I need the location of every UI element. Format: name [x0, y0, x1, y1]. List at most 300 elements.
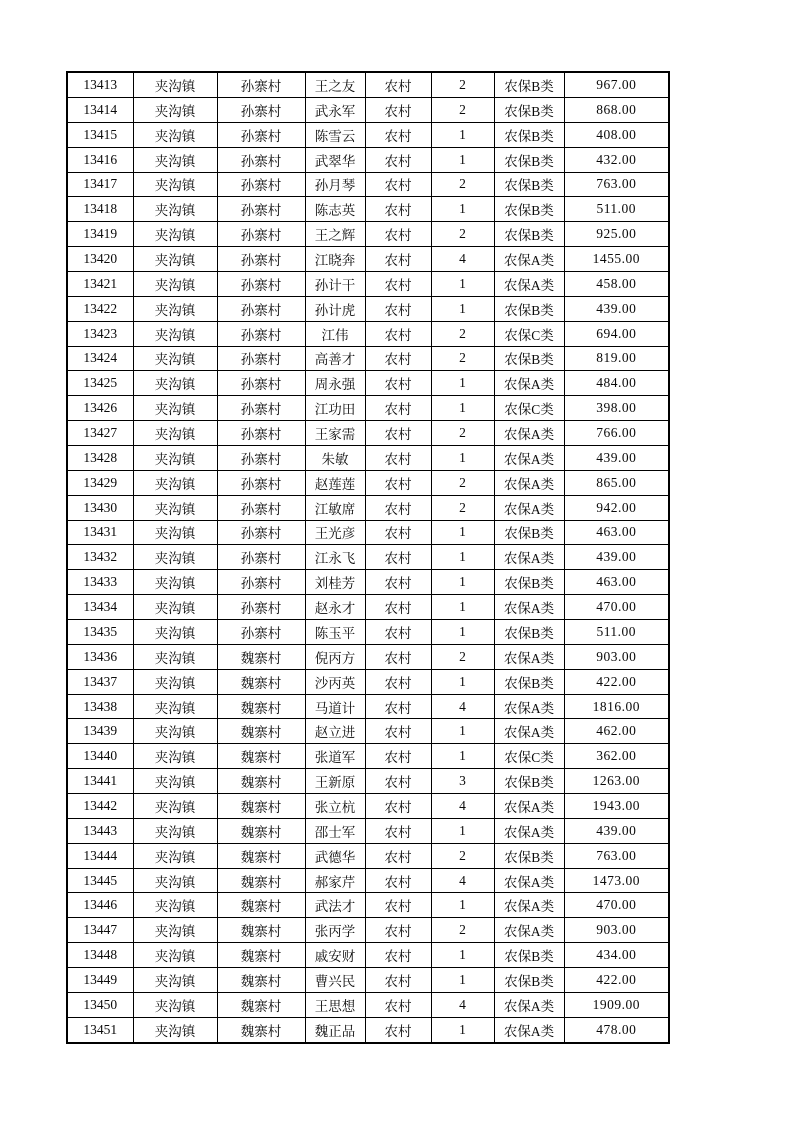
cell-residence-type: 农村: [365, 72, 431, 97]
cell-village: 孙寨村: [217, 122, 305, 147]
cell-amount: 942.00: [564, 495, 669, 520]
cell-amount: 422.00: [564, 669, 669, 694]
cell-name: 孙计虎: [305, 296, 365, 321]
cell-town: 夹沟镇: [133, 421, 217, 446]
cell-village: 孙寨村: [217, 271, 305, 296]
table-row: [67, 669, 669, 694]
cell-town: 夹沟镇: [133, 893, 217, 918]
cell-person-count: 1: [431, 818, 494, 843]
cell-residence-type: 农村: [365, 271, 431, 296]
cell-insurance-category: 农保C类: [494, 396, 564, 421]
cell-insurance-category: 农保B类: [494, 296, 564, 321]
cell-name: 周永强: [305, 371, 365, 396]
cell-person-count: 2: [431, 470, 494, 495]
cell-residence-type: 农村: [365, 296, 431, 321]
cell-village: 孙寨村: [217, 222, 305, 247]
table-row: [67, 644, 669, 669]
cell-town: 夹沟镇: [133, 1017, 217, 1043]
cell-town: 夹沟镇: [133, 346, 217, 371]
cell-name: 张道军: [305, 744, 365, 769]
cell-amount: 1263.00: [564, 769, 669, 794]
cell-amount: 484.00: [564, 371, 669, 396]
cell-insurance-category: 农保B类: [494, 570, 564, 595]
cell-amount: 362.00: [564, 744, 669, 769]
cell-town: 夹沟镇: [133, 172, 217, 197]
cell-town: 夹沟镇: [133, 968, 217, 993]
cell-residence-type: 农村: [365, 644, 431, 669]
cell-serial-number: 13438: [67, 694, 133, 719]
table-row: [67, 97, 669, 122]
cell-village: 魏寨村: [217, 744, 305, 769]
cell-village: 孙寨村: [217, 620, 305, 645]
cell-village: 魏寨村: [217, 818, 305, 843]
cell-town: 夹沟镇: [133, 247, 217, 272]
cell-insurance-category: 农保B类: [494, 147, 564, 172]
cell-residence-type: 农村: [365, 918, 431, 943]
cell-town: 夹沟镇: [133, 843, 217, 868]
cell-serial-number: 13421: [67, 271, 133, 296]
cell-residence-type: 农村: [365, 719, 431, 744]
cell-name: 王之辉: [305, 222, 365, 247]
cell-residence-type: 农村: [365, 172, 431, 197]
cell-amount: 925.00: [564, 222, 669, 247]
cell-amount: 903.00: [564, 644, 669, 669]
cell-residence-type: 农村: [365, 570, 431, 595]
cell-insurance-category: 农保A类: [494, 1017, 564, 1043]
cell-town: 夹沟镇: [133, 122, 217, 147]
table-row: [67, 545, 669, 570]
cell-name: 陈玉平: [305, 620, 365, 645]
cell-village: 孙寨村: [217, 197, 305, 222]
cell-person-count: 2: [431, 222, 494, 247]
cell-town: 夹沟镇: [133, 321, 217, 346]
cell-person-count: 1: [431, 520, 494, 545]
cell-person-count: 1: [431, 271, 494, 296]
cell-town: 夹沟镇: [133, 495, 217, 520]
cell-serial-number: 13431: [67, 520, 133, 545]
cell-amount: 470.00: [564, 595, 669, 620]
cell-serial-number: 13437: [67, 669, 133, 694]
cell-name: 陈志英: [305, 197, 365, 222]
cell-residence-type: 农村: [365, 545, 431, 570]
cell-village: 孙寨村: [217, 396, 305, 421]
records-table-body: [67, 72, 669, 1043]
cell-name: 武翠华: [305, 147, 365, 172]
cell-serial-number: 13448: [67, 943, 133, 968]
cell-insurance-category: 农保B类: [494, 222, 564, 247]
cell-serial-number: 13445: [67, 868, 133, 893]
cell-serial-number: 13444: [67, 843, 133, 868]
cell-village: 魏寨村: [217, 719, 305, 744]
cell-amount: 511.00: [564, 197, 669, 222]
cell-village: 孙寨村: [217, 321, 305, 346]
cell-village: 魏寨村: [217, 1017, 305, 1043]
cell-serial-number: 13440: [67, 744, 133, 769]
cell-person-count: 2: [431, 421, 494, 446]
table-row: [67, 868, 669, 893]
cell-name: 江功田: [305, 396, 365, 421]
cell-insurance-category: 农保A类: [494, 470, 564, 495]
cell-residence-type: 农村: [365, 396, 431, 421]
cell-amount: 1473.00: [564, 868, 669, 893]
cell-residence-type: 农村: [365, 694, 431, 719]
cell-serial-number: 13446: [67, 893, 133, 918]
cell-serial-number: 13443: [67, 818, 133, 843]
cell-name: 江伟: [305, 321, 365, 346]
cell-name: 王家需: [305, 421, 365, 446]
cell-name: 王光彦: [305, 520, 365, 545]
cell-town: 夹沟镇: [133, 943, 217, 968]
cell-residence-type: 农村: [365, 147, 431, 172]
cell-insurance-category: 农保B类: [494, 172, 564, 197]
cell-amount: 763.00: [564, 843, 669, 868]
cell-insurance-category: 农保A类: [494, 595, 564, 620]
cell-serial-number: 13418: [67, 197, 133, 222]
cell-residence-type: 农村: [365, 943, 431, 968]
cell-name: 孙月琴: [305, 172, 365, 197]
cell-town: 夹沟镇: [133, 570, 217, 595]
cell-insurance-category: 农保A类: [494, 893, 564, 918]
cell-person-count: 3: [431, 769, 494, 794]
cell-village: 魏寨村: [217, 868, 305, 893]
cell-insurance-category: 农保B类: [494, 943, 564, 968]
cell-village: 孙寨村: [217, 97, 305, 122]
cell-town: 夹沟镇: [133, 470, 217, 495]
cell-town: 夹沟镇: [133, 545, 217, 570]
table-row: [67, 470, 669, 495]
cell-amount: 903.00: [564, 918, 669, 943]
cell-serial-number: 13442: [67, 794, 133, 819]
cell-name: 赵永才: [305, 595, 365, 620]
cell-residence-type: 农村: [365, 595, 431, 620]
cell-village: 孙寨村: [217, 495, 305, 520]
cell-serial-number: 13432: [67, 545, 133, 570]
cell-village: 孙寨村: [217, 445, 305, 470]
cell-town: 夹沟镇: [133, 296, 217, 321]
cell-amount: 462.00: [564, 719, 669, 744]
cell-residence-type: 农村: [365, 445, 431, 470]
cell-serial-number: 13433: [67, 570, 133, 595]
cell-village: 孙寨村: [217, 247, 305, 272]
cell-insurance-category: 农保A类: [494, 445, 564, 470]
cell-village: 魏寨村: [217, 769, 305, 794]
cell-village: 孙寨村: [217, 520, 305, 545]
cell-residence-type: 农村: [365, 321, 431, 346]
cell-village: 魏寨村: [217, 669, 305, 694]
cell-name: 张立杭: [305, 794, 365, 819]
cell-insurance-category: 农保B类: [494, 769, 564, 794]
cell-residence-type: 农村: [365, 421, 431, 446]
cell-amount: 463.00: [564, 520, 669, 545]
cell-residence-type: 农村: [365, 893, 431, 918]
cell-town: 夹沟镇: [133, 744, 217, 769]
cell-person-count: 1: [431, 396, 494, 421]
cell-serial-number: 13415: [67, 122, 133, 147]
cell-village: 魏寨村: [217, 992, 305, 1017]
cell-amount: 434.00: [564, 943, 669, 968]
cell-village: 孙寨村: [217, 470, 305, 495]
cell-insurance-category: 农保B类: [494, 843, 564, 868]
cell-residence-type: 农村: [365, 620, 431, 645]
cell-insurance-category: 农保B类: [494, 72, 564, 97]
cell-person-count: 1: [431, 122, 494, 147]
cell-name: 张丙学: [305, 918, 365, 943]
cell-amount: 470.00: [564, 893, 669, 918]
cell-village: 孙寨村: [217, 545, 305, 570]
cell-village: 孙寨村: [217, 371, 305, 396]
cell-name: 武永军: [305, 97, 365, 122]
cell-town: 夹沟镇: [133, 371, 217, 396]
cell-amount: 439.00: [564, 545, 669, 570]
cell-name: 武法才: [305, 893, 365, 918]
table-row: [67, 620, 669, 645]
cell-insurance-category: 农保A类: [494, 247, 564, 272]
cell-residence-type: 农村: [365, 843, 431, 868]
cell-town: 夹沟镇: [133, 620, 217, 645]
cell-insurance-category: 农保B类: [494, 968, 564, 993]
cell-person-count: 4: [431, 694, 494, 719]
cell-residence-type: 农村: [365, 520, 431, 545]
table-row: [67, 495, 669, 520]
cell-person-count: 1: [431, 545, 494, 570]
table-row: [67, 943, 669, 968]
cell-insurance-category: 农保A类: [494, 545, 564, 570]
cell-name: 倪丙方: [305, 644, 365, 669]
table-row: [67, 694, 669, 719]
cell-name: 江晓奔: [305, 247, 365, 272]
cell-residence-type: 农村: [365, 744, 431, 769]
table-row: [67, 968, 669, 993]
cell-amount: 422.00: [564, 968, 669, 993]
cell-amount: 439.00: [564, 818, 669, 843]
cell-village: 孙寨村: [217, 346, 305, 371]
table-row: [67, 918, 669, 943]
cell-insurance-category: 农保C类: [494, 744, 564, 769]
cell-amount: 1455.00: [564, 247, 669, 272]
table-row: [67, 346, 669, 371]
cell-residence-type: 农村: [365, 371, 431, 396]
cell-serial-number: 13420: [67, 247, 133, 272]
cell-serial-number: 13425: [67, 371, 133, 396]
cell-person-count: 1: [431, 744, 494, 769]
cell-name: 沙丙英: [305, 669, 365, 694]
cell-village: 孙寨村: [217, 595, 305, 620]
cell-name: 魏正品: [305, 1017, 365, 1043]
cell-village: 魏寨村: [217, 843, 305, 868]
cell-serial-number: 13451: [67, 1017, 133, 1043]
cell-town: 夹沟镇: [133, 520, 217, 545]
cell-name: 马道计: [305, 694, 365, 719]
cell-insurance-category: 农保B类: [494, 520, 564, 545]
cell-person-count: 1: [431, 570, 494, 595]
table-row: [67, 247, 669, 272]
cell-town: 夹沟镇: [133, 595, 217, 620]
cell-name: 江永飞: [305, 545, 365, 570]
cell-name: 王之友: [305, 72, 365, 97]
cell-amount: 439.00: [564, 445, 669, 470]
cell-person-count: 2: [431, 918, 494, 943]
table-row: [67, 893, 669, 918]
cell-serial-number: 13413: [67, 72, 133, 97]
cell-insurance-category: 农保A类: [494, 694, 564, 719]
cell-residence-type: 农村: [365, 97, 431, 122]
cell-village: 孙寨村: [217, 570, 305, 595]
cell-name: 孙计干: [305, 271, 365, 296]
cell-village: 魏寨村: [217, 943, 305, 968]
cell-person-count: 4: [431, 868, 494, 893]
cell-insurance-category: 农保B类: [494, 197, 564, 222]
cell-person-count: 2: [431, 97, 494, 122]
cell-serial-number: 13439: [67, 719, 133, 744]
cell-town: 夹沟镇: [133, 197, 217, 222]
cell-amount: 819.00: [564, 346, 669, 371]
cell-insurance-category: 农保A类: [494, 495, 564, 520]
cell-name: 曹兴民: [305, 968, 365, 993]
table-row: [67, 843, 669, 868]
cell-person-count: 4: [431, 247, 494, 272]
cell-serial-number: 13414: [67, 97, 133, 122]
cell-person-count: 1: [431, 893, 494, 918]
cell-town: 夹沟镇: [133, 818, 217, 843]
cell-serial-number: 13423: [67, 321, 133, 346]
cell-person-count: 1: [431, 1017, 494, 1043]
cell-person-count: 1: [431, 296, 494, 321]
cell-name: 武德华: [305, 843, 365, 868]
table-row: [67, 992, 669, 1017]
cell-village: 孙寨村: [217, 147, 305, 172]
cell-residence-type: 农村: [365, 122, 431, 147]
table-row: [67, 421, 669, 446]
cell-serial-number: 13430: [67, 495, 133, 520]
cell-amount: 511.00: [564, 620, 669, 645]
cell-serial-number: 13450: [67, 992, 133, 1017]
table-row: [67, 72, 669, 97]
cell-person-count: 1: [431, 968, 494, 993]
table-row: [67, 147, 669, 172]
cell-person-count: 1: [431, 620, 494, 645]
cell-serial-number: 13427: [67, 421, 133, 446]
cell-person-count: 2: [431, 495, 494, 520]
cell-amount: 1909.00: [564, 992, 669, 1017]
cell-residence-type: 农村: [365, 1017, 431, 1043]
cell-amount: 478.00: [564, 1017, 669, 1043]
table-row: [67, 744, 669, 769]
cell-person-count: 2: [431, 346, 494, 371]
cell-residence-type: 农村: [365, 818, 431, 843]
cell-residence-type: 农村: [365, 794, 431, 819]
cell-serial-number: 13416: [67, 147, 133, 172]
cell-person-count: 2: [431, 172, 494, 197]
cell-person-count: 1: [431, 147, 494, 172]
cell-residence-type: 农村: [365, 247, 431, 272]
cell-residence-type: 农村: [365, 992, 431, 1017]
table-row: [67, 520, 669, 545]
cell-insurance-category: 农保A类: [494, 868, 564, 893]
table-row: [67, 445, 669, 470]
cell-amount: 763.00: [564, 172, 669, 197]
cell-amount: 1816.00: [564, 694, 669, 719]
table-row: [67, 794, 669, 819]
table-row: [67, 1017, 669, 1043]
cell-serial-number: 13422: [67, 296, 133, 321]
cell-person-count: 1: [431, 197, 494, 222]
cell-town: 夹沟镇: [133, 97, 217, 122]
cell-insurance-category: 农保B类: [494, 122, 564, 147]
cell-serial-number: 13424: [67, 346, 133, 371]
cell-person-count: 1: [431, 371, 494, 396]
cell-insurance-category: 农保B类: [494, 669, 564, 694]
cell-name: 赵莲莲: [305, 470, 365, 495]
cell-insurance-category: 农保A类: [494, 818, 564, 843]
cell-residence-type: 农村: [365, 968, 431, 993]
table-row: [67, 818, 669, 843]
cell-amount: 865.00: [564, 470, 669, 495]
cell-amount: 766.00: [564, 421, 669, 446]
cell-town: 夹沟镇: [133, 271, 217, 296]
cell-insurance-category: 农保A类: [494, 271, 564, 296]
cell-serial-number: 13441: [67, 769, 133, 794]
table-row: [67, 570, 669, 595]
cell-residence-type: 农村: [365, 868, 431, 893]
cell-village: 魏寨村: [217, 918, 305, 943]
table-row: [67, 321, 669, 346]
cell-name: 刘桂芳: [305, 570, 365, 595]
cell-town: 夹沟镇: [133, 769, 217, 794]
cell-serial-number: 13426: [67, 396, 133, 421]
cell-town: 夹沟镇: [133, 72, 217, 97]
cell-town: 夹沟镇: [133, 868, 217, 893]
cell-town: 夹沟镇: [133, 396, 217, 421]
cell-name: 陈雪云: [305, 122, 365, 147]
cell-village: 魏寨村: [217, 694, 305, 719]
cell-insurance-category: 农保A类: [494, 719, 564, 744]
cell-town: 夹沟镇: [133, 644, 217, 669]
cell-insurance-category: 农保A类: [494, 421, 564, 446]
cell-residence-type: 农村: [365, 222, 431, 247]
cell-insurance-category: 农保A类: [494, 794, 564, 819]
cell-name: 戚安财: [305, 943, 365, 968]
cell-person-count: 1: [431, 445, 494, 470]
cell-amount: 463.00: [564, 570, 669, 595]
cell-serial-number: 13428: [67, 445, 133, 470]
cell-amount: 967.00: [564, 72, 669, 97]
cell-name: 高善才: [305, 346, 365, 371]
cell-town: 夹沟镇: [133, 445, 217, 470]
table-row: [67, 769, 669, 794]
cell-residence-type: 农村: [365, 495, 431, 520]
table-row: [67, 222, 669, 247]
cell-person-count: 1: [431, 943, 494, 968]
table-row: [67, 122, 669, 147]
table-row: [67, 396, 669, 421]
cell-amount: 1943.00: [564, 794, 669, 819]
table-row: [67, 271, 669, 296]
cell-insurance-category: 农保B类: [494, 620, 564, 645]
cell-village: 孙寨村: [217, 72, 305, 97]
cell-name: 王新原: [305, 769, 365, 794]
cell-serial-number: 13417: [67, 172, 133, 197]
cell-person-count: 2: [431, 321, 494, 346]
cell-name: 朱敏: [305, 445, 365, 470]
cell-amount: 868.00: [564, 97, 669, 122]
cell-person-count: 1: [431, 595, 494, 620]
cell-amount: 398.00: [564, 396, 669, 421]
table-row: [67, 197, 669, 222]
cell-person-count: 2: [431, 843, 494, 868]
table-row: [67, 172, 669, 197]
records-table: [66, 71, 670, 1044]
cell-insurance-category: 农保C类: [494, 321, 564, 346]
